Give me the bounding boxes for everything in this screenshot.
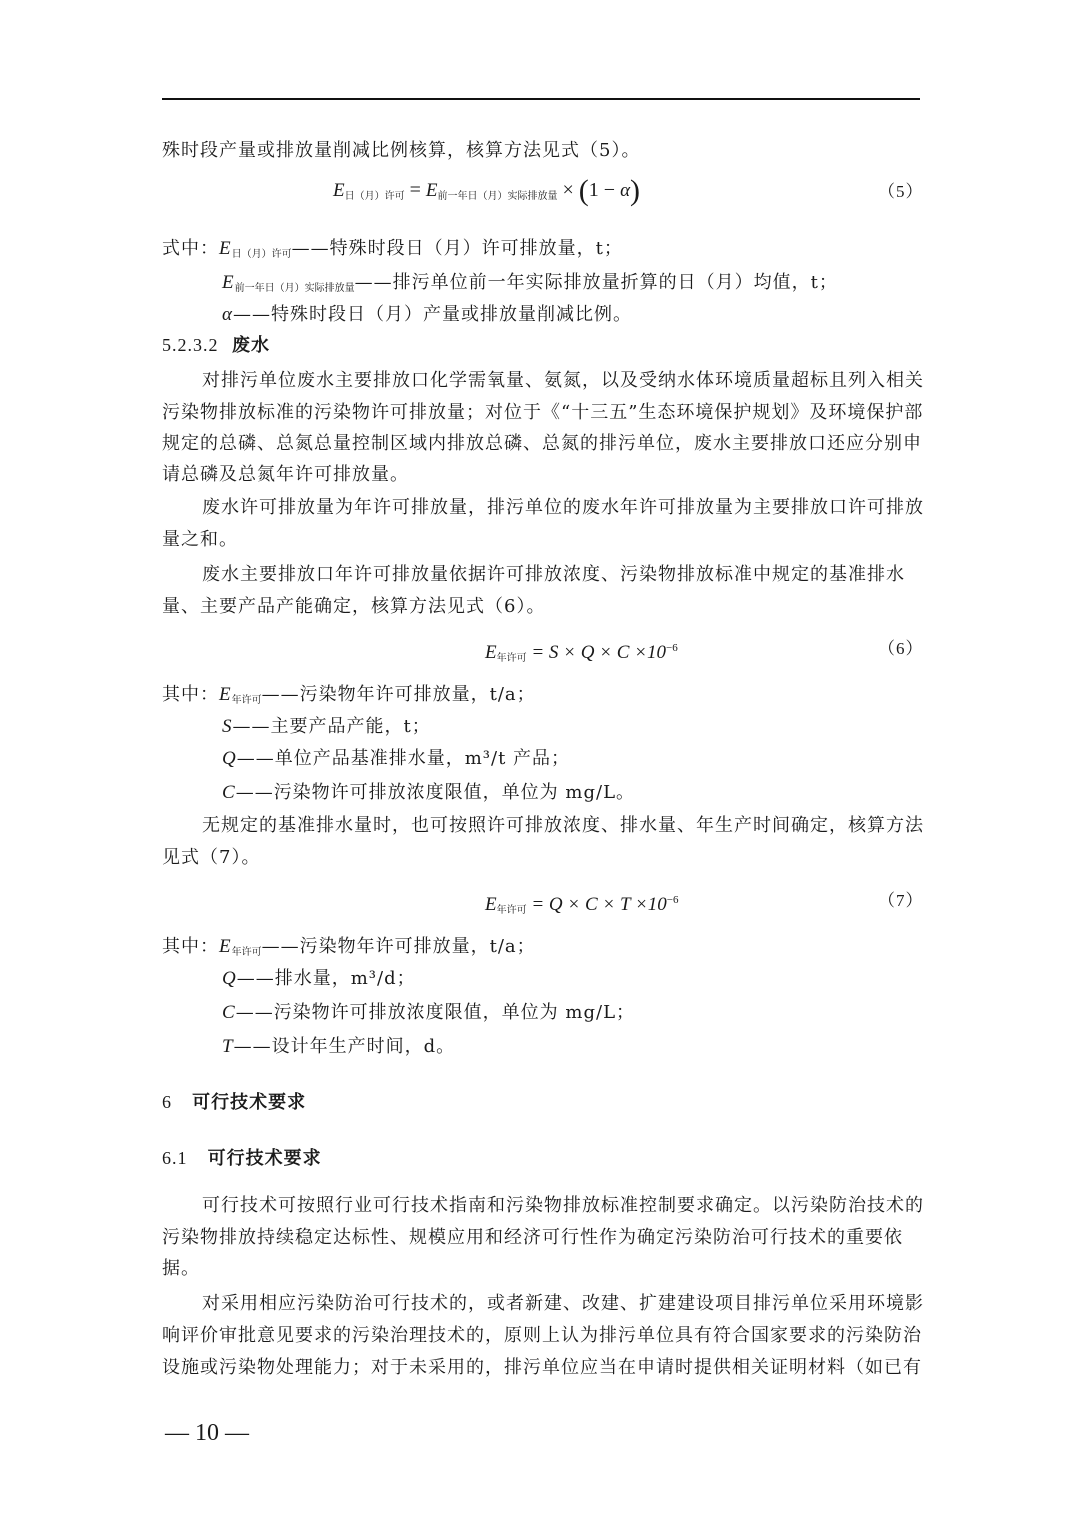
definition-line: C——污染物许可排放浓度限值，单位为 mg/L。 [222,782,636,803]
header-rule [162,98,920,100]
definition-line: Q——排水量，m³/d； [222,968,416,989]
paragraph-line: 请总磷及总氮年许可排放量。 [162,464,409,485]
definition-line: 式中：$E_{日(月)许可}——$特殊时段日（月）许可排放量，t； [162,238,623,260]
paragraph-line: 废水许可排放量为年许可排放量，排污单位的废水年许可排放量为主要排放口许可排放 [202,497,924,518]
section-heading: 5.2.3.2 废水 [162,335,270,356]
paragraph-line: 规定的总磷、总氮总量控制区域内排放总磷、总氮的排污单位，废水主要排放口还应分别申 [162,433,922,454]
formula-7: $E_{年许可} = Q \times C \times T \times 10^{-6}$ [485,894,679,916]
paragraph-line: 污染物排放标准的污染物许可排放量；对位于《“十三五”生态环境保护规划》及环境保护部 [162,402,924,423]
paragraph-line: 响评价审批意见要求的污染治理技术的，原则上认为排污单位具有符合国家要求的污染防治 [162,1325,922,1346]
equation-number-7: （7） [878,891,924,910]
paragraph-line: 废水主要排放口年许可排放量依据许可排放浓度、污染物排放标准中规定的基准排水 [202,564,905,585]
paragraph-line: 量之和。 [162,529,238,550]
section-heading: 6.1 可行技术要求 [162,1148,322,1169]
definition-line: C——污染物许可排放浓度限值，单位为 mg/L； [222,1002,636,1023]
paragraph-line: 可行技术可按照行业可行技术指南和污染物排放标准控制要求确定。以污染防治技术的 [202,1195,924,1216]
section-heading: 6 可行技术要求 [162,1092,307,1113]
paragraph-line: 见式（7）。 [162,847,261,868]
definition-line: Q——单位产品基准排水量，m³/t 产品； [222,748,571,769]
definition-line: $E_{前一年日(月)实际排放量}——$排污单位前一年实际排放量折算的日（月）均值，t； [222,272,838,294]
equation-number-6: （6） [878,639,924,658]
paragraph-line: 对采用相应污染防治可行技术的，或者新建、改建、扩建建设项目排污单位采用环境影 [202,1293,924,1314]
definition-line: 其中：$E_{年许可}——$污染物年许可排放量，t/a； [162,684,536,706]
paragraph-line: 殊时段产量或排放量削减比例核算，核算方法见式（5）。 [162,140,641,161]
page-number: — 10 — [165,1420,249,1446]
formula-5: $E_{日(月)许可} = E_{前一年日(月)实际排放量} \times (1 - \alpha)$ [333,174,641,207]
definition-line: α——特殊时段日（月）产量或排放量削减比例。 [222,304,632,325]
equation-number-5: （5） [878,182,924,201]
paragraph-line: 量、主要产品产能确定，核算方法见式（6）。 [162,596,546,617]
definition-line: S——主要产品产能，t； [222,716,431,737]
definition-line: T——设计年生产时间，d。 [222,1036,456,1057]
formula-6: $E_{年许可} = S \times Q \times C \times 10^{-6}$ [485,642,678,664]
paragraph-line: 对排污单位废水主要排放口化学需氧量、氨氮，以及受纳水体环境质量超标且列入相关 [202,370,924,391]
paragraph-line: 无规定的基准排水量时，也可按照许可排放浓度、排水量、年生产时间确定，核算方法 [202,815,924,836]
paragraph-line: 设施或污染物处理能力；对于未采用的，排污单位应当在申请时提供相关证明材料（如已有 [162,1357,922,1378]
paragraph-line: 污染物排放持续稳定达标性、规模应用和经济可行性作为确定污染防治可行技术的重要依 [162,1227,903,1248]
definition-line: 其中：$E_{年许可}——$污染物年许可排放量，t/a； [162,936,536,958]
paragraph-line: 据。 [162,1258,200,1279]
